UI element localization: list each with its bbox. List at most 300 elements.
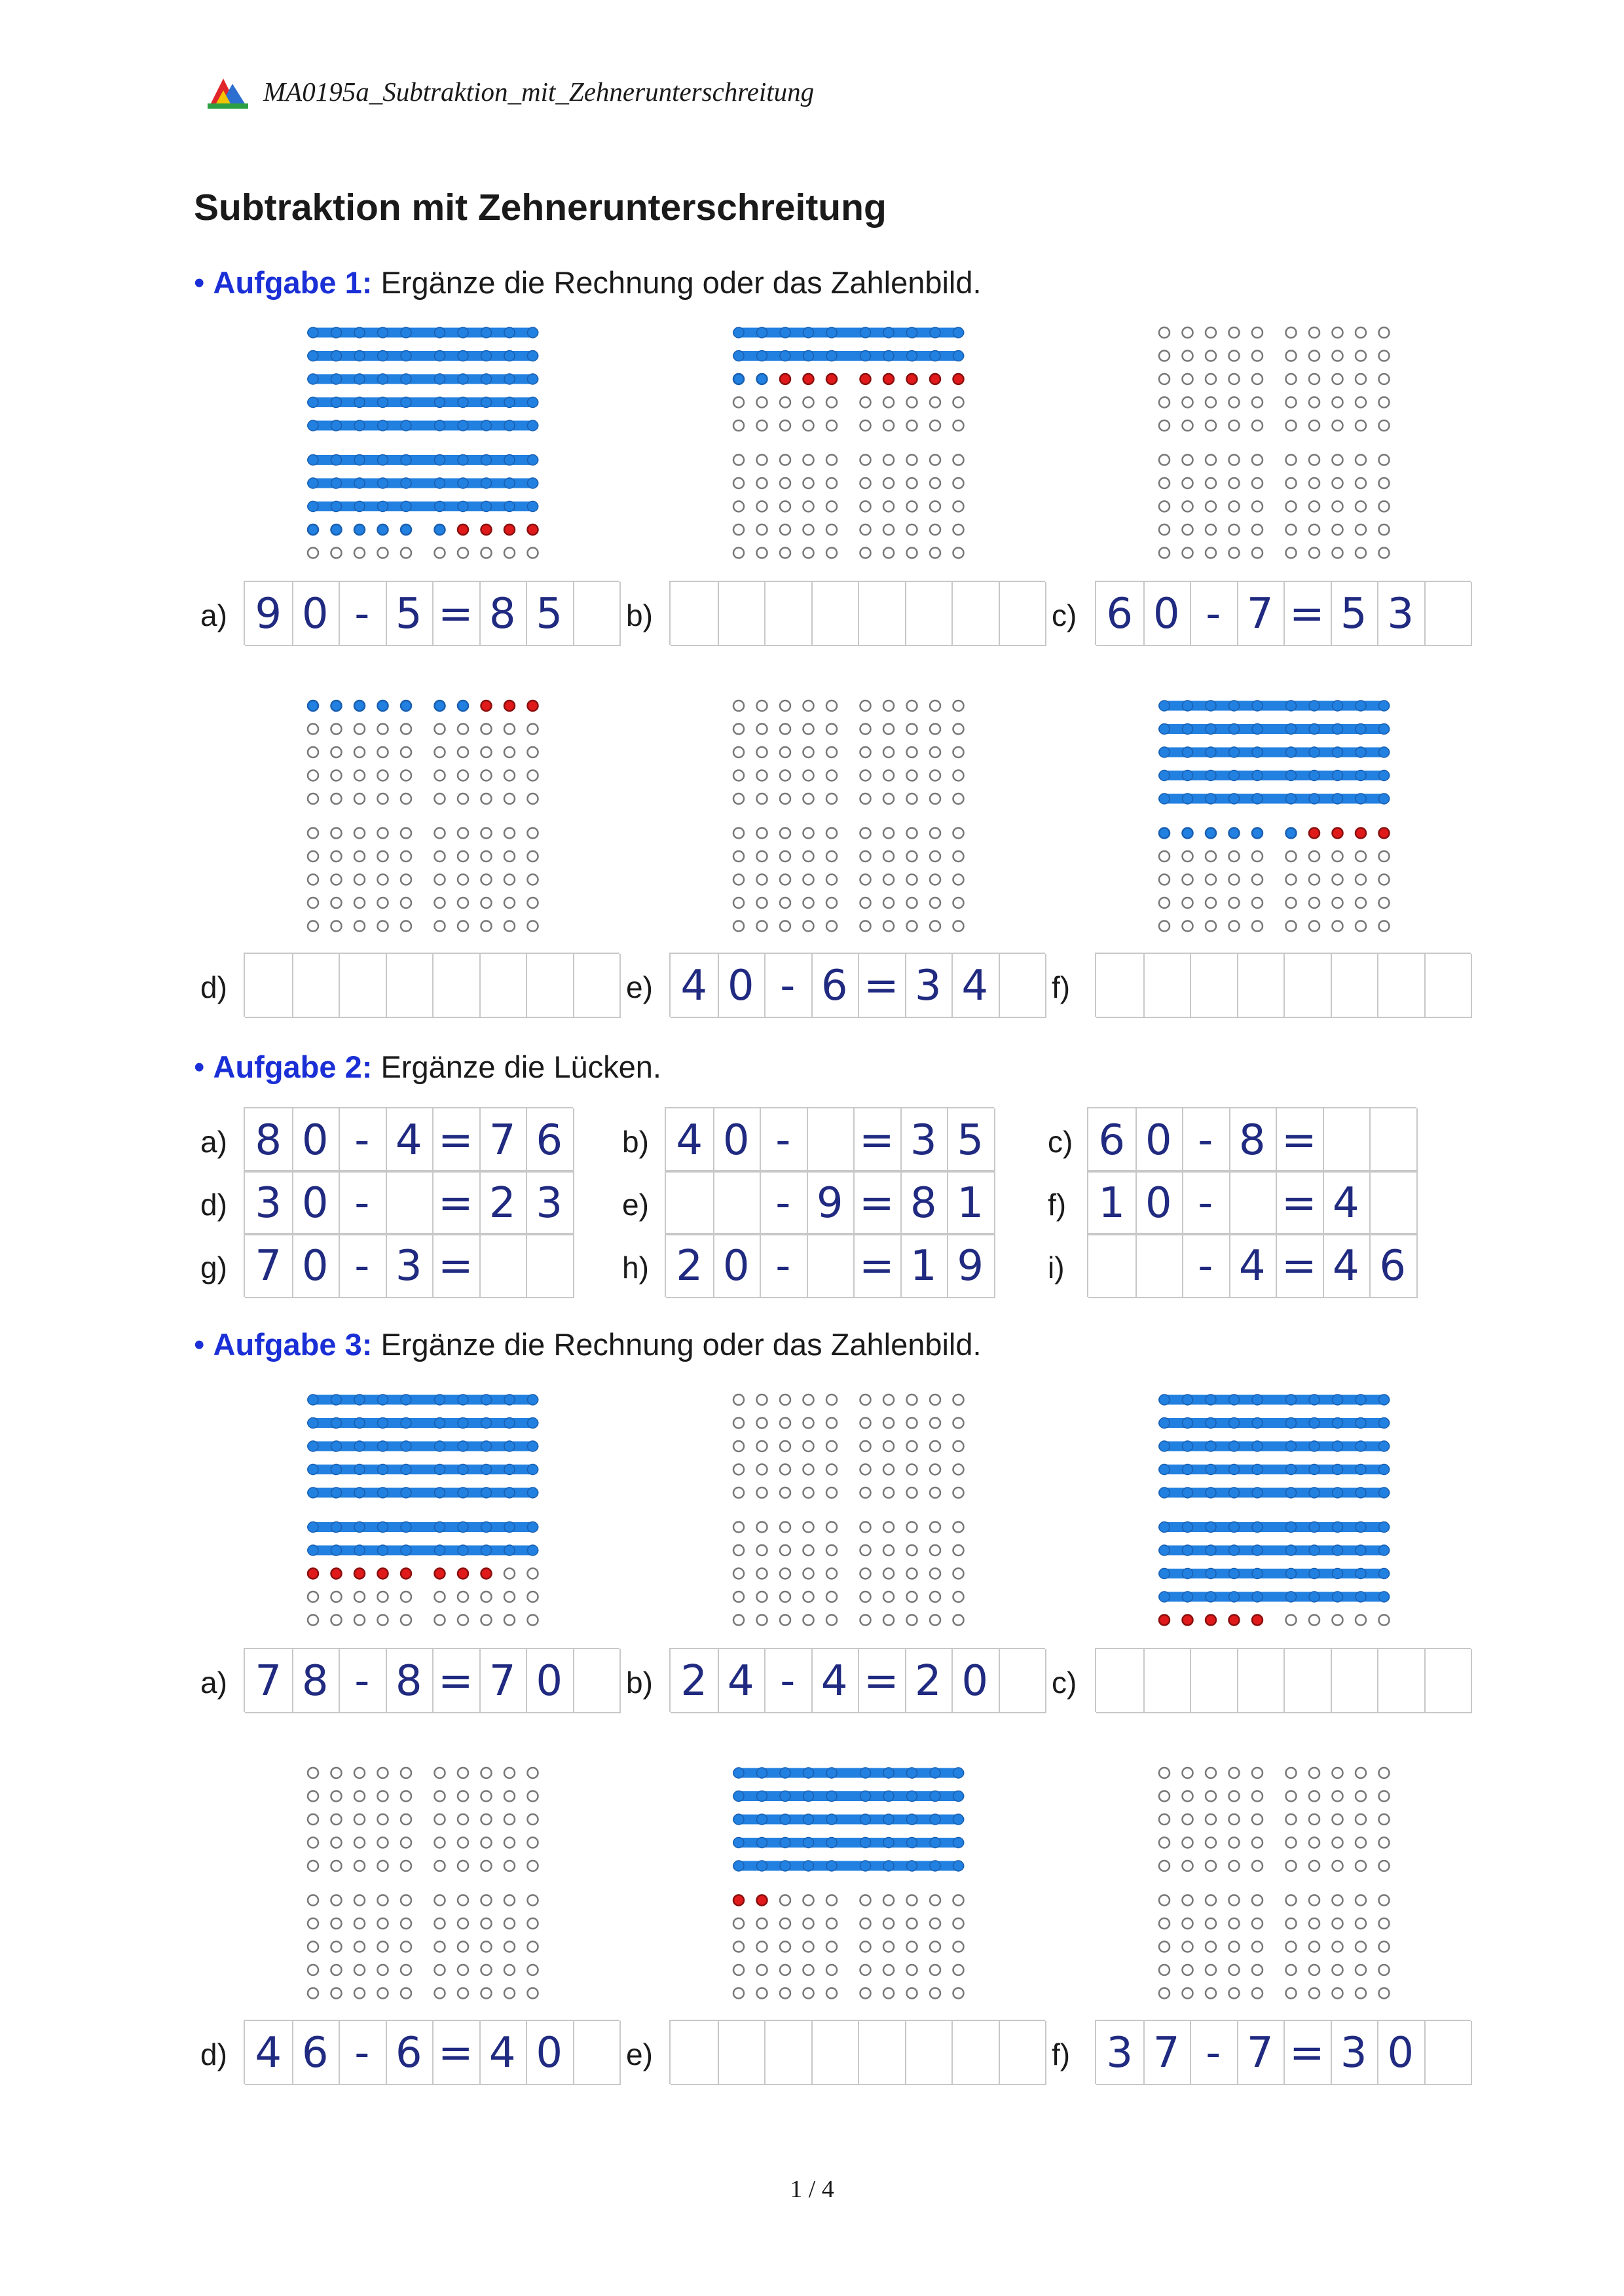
answer-cell[interactable] <box>1143 954 1192 1018</box>
bead-empty <box>883 851 894 862</box>
bead-empty <box>803 524 814 535</box>
bead-blue <box>1159 1592 1170 1602</box>
answer-cell[interactable] <box>245 1171 293 1235</box>
answer-cell[interactable] <box>1283 2021 1332 2085</box>
answer-cell[interactable] <box>339 1649 387 1713</box>
answer-cell[interactable] <box>905 582 953 646</box>
answer-cell[interactable] <box>432 2021 481 2085</box>
answer-cell[interactable] <box>432 1649 481 1713</box>
answer-cell[interactable] <box>1190 2021 1238 2085</box>
answer-cell[interactable] <box>671 1649 719 1713</box>
answer-cell[interactable] <box>339 1234 387 1298</box>
bead-empty <box>953 1487 964 1498</box>
answer-cell[interactable] <box>666 1171 714 1235</box>
answer-cell[interactable] <box>526 1171 574 1235</box>
bead-empty <box>826 397 837 408</box>
answer-cell[interactable] <box>526 1234 574 1298</box>
bead-empty <box>504 851 515 862</box>
answer-cell[interactable] <box>292 954 341 1018</box>
answer-cell[interactable] <box>1143 582 1192 646</box>
answer-cell[interactable] <box>432 1108 481 1173</box>
bead-empty <box>378 1791 388 1802</box>
problem-label: h) <box>622 1250 649 1285</box>
bead-blue <box>1286 747 1297 757</box>
bead-empty <box>1379 851 1390 862</box>
answer-cell[interactable] <box>999 582 1047 646</box>
cell-value: 8 <box>1238 1116 1266 1165</box>
answer-cell[interactable] <box>1331 2021 1379 2085</box>
answer-row <box>1095 953 1471 1017</box>
bead-red <box>458 1569 468 1579</box>
answer-cell[interactable] <box>858 2021 906 2085</box>
answer-cell[interactable] <box>1424 954 1473 1018</box>
answer-cell[interactable] <box>1237 2021 1285 2085</box>
answer-row <box>1095 581 1471 645</box>
answer-cell[interactable] <box>339 1171 387 1235</box>
bead-empty <box>757 501 767 512</box>
bead-blue <box>1229 1394 1240 1405</box>
bead-empty <box>907 1394 917 1405</box>
answer-cell[interactable] <box>292 1108 341 1173</box>
answer-cell[interactable] <box>1237 954 1285 1018</box>
bead-empty <box>1379 1615 1390 1626</box>
cell-value: 4 <box>821 1657 848 1705</box>
cell-value: 5 <box>395 590 422 638</box>
answer-cell[interactable] <box>245 1649 293 1713</box>
bead-empty <box>1159 397 1170 408</box>
answer-cell[interactable] <box>1190 582 1238 646</box>
answer-cell[interactable] <box>718 1649 766 1713</box>
answer-cell[interactable] <box>1424 2021 1473 2085</box>
answer-cell[interactable] <box>386 2021 434 2085</box>
answer-cell[interactable] <box>386 954 434 1018</box>
answer-cell[interactable] <box>858 582 906 646</box>
answer-cell[interactable] <box>760 1234 808 1298</box>
answer-cell[interactable] <box>479 1649 528 1713</box>
bead-empty <box>907 1487 917 1498</box>
answer-cell[interactable] <box>1323 1171 1371 1235</box>
bead-blue <box>1356 1441 1366 1451</box>
answer-row <box>665 1107 994 1171</box>
bead-blue <box>458 501 468 512</box>
answer-cell[interactable] <box>951 954 1000 1018</box>
bead-blue <box>1252 1394 1263 1405</box>
bead-blue <box>1309 1441 1320 1451</box>
answer-cell[interactable] <box>713 1108 762 1173</box>
answer-cell[interactable] <box>292 1234 341 1298</box>
answer-cell[interactable] <box>245 582 293 646</box>
bead-empty <box>458 747 468 757</box>
answer-cell[interactable] <box>951 582 1000 646</box>
answer-row <box>665 1233 994 1297</box>
answer-cell[interactable] <box>666 1108 714 1173</box>
answer-cell[interactable] <box>811 1649 860 1713</box>
answer-cell[interactable] <box>905 1649 953 1713</box>
answer-cell[interactable] <box>807 1234 855 1298</box>
answer-cell[interactable] <box>666 1234 714 1298</box>
answer-cell[interactable] <box>999 2021 1047 2085</box>
answer-cell[interactable] <box>1190 1649 1238 1713</box>
answer-cell[interactable] <box>1369 1171 1418 1235</box>
answer-cell[interactable] <box>292 2021 341 2085</box>
answer-cell[interactable] <box>339 2021 387 2085</box>
bead-empty <box>458 1895 468 1906</box>
bead-empty <box>1333 1768 1343 1778</box>
answer-cell[interactable] <box>853 1108 902 1173</box>
answer-cell[interactable] <box>526 1649 574 1713</box>
task-label: Aufgabe 1: <box>213 265 373 300</box>
cell-value: - <box>354 1179 370 1228</box>
bead-blue <box>1183 1441 1193 1451</box>
answer-cell[interactable] <box>432 954 481 1018</box>
bead-blue <box>308 455 318 465</box>
answer-cell[interactable] <box>1088 1234 1137 1298</box>
bead-empty <box>354 1791 365 1802</box>
answer-cell[interactable] <box>245 2021 293 2085</box>
answer-cell[interactable] <box>947 1108 995 1173</box>
answer-row <box>1087 1107 1416 1171</box>
answer-cell[interactable] <box>807 1171 855 1235</box>
answer-cell[interactable] <box>1143 1649 1192 1713</box>
answer-cell[interactable] <box>811 2021 860 2085</box>
answer-cell[interactable] <box>718 954 766 1018</box>
answer-cell[interactable] <box>526 582 574 646</box>
answer-cell[interactable] <box>292 582 341 646</box>
bead-empty <box>331 1838 342 1848</box>
bead-empty <box>1309 374 1320 384</box>
cell-value: 7 <box>255 1242 282 1290</box>
answer-cell[interactable] <box>853 1234 902 1298</box>
answer-cell[interactable] <box>858 1649 906 1713</box>
bead-empty <box>504 1861 515 1871</box>
answer-cell[interactable] <box>811 954 860 1018</box>
answer-cell[interactable] <box>245 954 293 1018</box>
answer-cell[interactable] <box>292 1171 341 1235</box>
cell-value: = <box>437 1242 473 1290</box>
bead-blue <box>354 701 365 711</box>
answer-cell[interactable] <box>1323 1234 1371 1298</box>
bead-blue <box>528 455 538 465</box>
answer-cell[interactable] <box>479 582 528 646</box>
answer-cell[interactable] <box>947 1171 995 1235</box>
answer-cell[interactable] <box>764 582 813 646</box>
bead-empty <box>378 828 388 839</box>
answer-cell[interactable] <box>1182 1171 1230 1235</box>
answer-cell[interactable] <box>432 1234 481 1298</box>
answer-cell[interactable] <box>1096 582 1145 646</box>
bead-blue <box>378 478 388 488</box>
problem-label: f) <box>1052 2037 1071 2071</box>
bead-empty <box>1229 524 1240 535</box>
answer-cell[interactable] <box>245 1234 293 1298</box>
answer-cell[interactable] <box>900 1234 949 1298</box>
bead-blue <box>1229 1418 1240 1429</box>
answer-cell[interactable] <box>1369 1234 1418 1298</box>
answer-cell[interactable] <box>1323 1108 1371 1173</box>
bead-blue <box>378 1394 388 1405</box>
bead-empty <box>481 875 492 885</box>
answer-cell[interactable] <box>245 1108 293 1173</box>
bead-empty <box>481 1838 492 1848</box>
answer-cell[interactable] <box>1377 2021 1426 2085</box>
bead-empty <box>504 1569 515 1579</box>
bead-empty <box>481 851 492 862</box>
bead-empty <box>1356 327 1366 338</box>
bead-empty <box>860 851 871 862</box>
bead-empty <box>803 501 814 512</box>
answer-cell[interactable] <box>853 1171 902 1235</box>
bead-field-task1-2 <box>1158 326 1407 562</box>
cell-value: 3 <box>914 962 942 1010</box>
answer-cell[interactable] <box>526 2021 574 2085</box>
answer-cell[interactable] <box>1229 1171 1278 1235</box>
cell-value: 7 <box>1246 2029 1274 2077</box>
bead-empty <box>1379 524 1390 535</box>
answer-cell[interactable] <box>900 1171 949 1235</box>
bead-blue <box>435 420 445 431</box>
answer-cell[interactable] <box>999 954 1047 1018</box>
answer-cell[interactable] <box>1331 582 1379 646</box>
answer-cell[interactable] <box>858 954 906 1018</box>
bead-empty <box>733 1418 744 1429</box>
bead-empty <box>757 1592 767 1602</box>
answer-cell[interactable] <box>718 2021 766 2085</box>
answer-cell[interactable] <box>760 1108 808 1173</box>
bead-blue <box>378 701 388 711</box>
answer-cell[interactable] <box>1096 1649 1145 1713</box>
bead-empty <box>1286 1942 1297 1952</box>
answer-cell[interactable] <box>1096 2021 1145 2085</box>
bead-blue <box>481 1394 492 1405</box>
bead-empty <box>883 1569 894 1579</box>
answer-cell[interactable] <box>1276 1108 1324 1173</box>
bead-empty <box>930 1394 940 1405</box>
bead-blue <box>1229 1465 1240 1475</box>
answer-cell[interactable] <box>386 1108 434 1173</box>
bead-red <box>481 524 492 535</box>
bead-empty <box>1333 1838 1343 1848</box>
problem-label: d) <box>200 970 227 1004</box>
answer-cell[interactable] <box>811 582 860 646</box>
bead-blue <box>528 1394 538 1405</box>
answer-cell[interactable] <box>479 2021 528 2085</box>
bead-empty <box>930 828 940 839</box>
bead-empty <box>1252 1918 1263 1929</box>
bead-empty <box>331 793 342 804</box>
answer-cell[interactable] <box>671 2021 719 2085</box>
answer-cell[interactable] <box>386 1234 434 1298</box>
bead-empty <box>953 771 964 781</box>
bead-empty <box>883 1522 894 1533</box>
bead-empty <box>860 1545 871 1556</box>
answer-cell[interactable] <box>1229 1234 1278 1298</box>
bead-field-task3-0 <box>306 1393 555 1629</box>
answer-cell[interactable] <box>999 1649 1047 1713</box>
task-3-heading <box>194 1326 982 1362</box>
answer-cell[interactable] <box>1276 1171 1324 1235</box>
answer-cell[interactable] <box>1377 582 1426 646</box>
bead-empty <box>780 1569 790 1579</box>
bead-blue <box>528 397 538 408</box>
bead-blue <box>354 1465 365 1475</box>
answer-cell[interactable] <box>1135 1171 1184 1235</box>
bead-empty <box>883 1465 894 1475</box>
answer-cell[interactable] <box>1377 954 1426 1018</box>
answer-cell[interactable] <box>526 954 574 1018</box>
answer-cell[interactable] <box>1096 954 1145 1018</box>
answer-cell[interactable] <box>573 582 621 646</box>
bead-empty <box>331 1942 342 1952</box>
cell-value: = <box>1289 590 1325 638</box>
bead-empty <box>930 875 940 885</box>
bead-blue <box>354 1441 365 1451</box>
bead-empty <box>1333 1965 1343 1975</box>
answer-cell[interactable] <box>339 954 387 1018</box>
answer-cell[interactable] <box>1283 582 1332 646</box>
answer-cell[interactable] <box>905 2021 953 2085</box>
bead-blue <box>354 524 365 535</box>
answer-cell[interactable] <box>1182 1108 1230 1173</box>
bead-empty <box>757 1441 767 1451</box>
bead-empty <box>757 1569 767 1579</box>
cell-value: - <box>775 1179 791 1228</box>
cell-value: = <box>863 962 899 1010</box>
answer-cell[interactable] <box>1182 1234 1230 1298</box>
answer-cell[interactable] <box>807 1108 855 1173</box>
answer-cell[interactable] <box>764 954 813 1018</box>
answer-cell[interactable] <box>671 954 719 1018</box>
bead-empty <box>757 701 767 711</box>
problem-label: b) <box>626 598 653 632</box>
bead-empty <box>458 921 468 932</box>
bead-blue <box>930 1791 940 1802</box>
bead-blue <box>435 1418 445 1429</box>
answer-cell[interactable] <box>1331 954 1379 1018</box>
bead-blue <box>528 478 538 488</box>
bead-blue <box>354 1394 365 1405</box>
bead-blue <box>401 1418 411 1429</box>
bead-empty <box>826 921 837 932</box>
answer-cell[interactable] <box>951 2021 1000 2085</box>
answer-cell[interactable] <box>1143 2021 1192 2085</box>
answer-cell[interactable] <box>479 1171 528 1235</box>
bead-empty <box>481 724 492 735</box>
answer-cell[interactable] <box>526 1108 574 1173</box>
answer-cell[interactable] <box>386 1171 434 1235</box>
cell-value: - <box>775 1242 791 1290</box>
answer-cell[interactable] <box>760 1171 808 1235</box>
answer-cell[interactable] <box>432 1171 481 1235</box>
bead-blue <box>504 1441 515 1451</box>
answer-cell[interactable] <box>764 1649 813 1713</box>
answer-cell[interactable] <box>1088 1108 1137 1173</box>
bead-blue <box>860 1861 871 1871</box>
bead-blue <box>401 524 411 535</box>
bead-empty <box>528 1791 538 1802</box>
answer-cell[interactable] <box>1283 1649 1332 1713</box>
answer-cell[interactable] <box>573 2021 621 2085</box>
bead-empty <box>930 1487 940 1498</box>
problem-label: g) <box>200 1250 227 1285</box>
bead-empty <box>435 793 445 804</box>
answer-cell[interactable] <box>1424 582 1473 646</box>
answer-cell[interactable] <box>947 1234 995 1298</box>
bead-empty <box>733 1965 744 1975</box>
answer-cell[interactable] <box>713 1171 762 1235</box>
bead-empty <box>1252 501 1263 512</box>
cell-value: = <box>858 1116 895 1165</box>
answer-cell[interactable] <box>479 1108 528 1173</box>
bead-red <box>1356 828 1366 839</box>
bead-empty <box>458 898 468 908</box>
bead-empty <box>458 875 468 885</box>
answer-cell[interactable] <box>479 954 528 1018</box>
bead-blue <box>1183 747 1193 757</box>
answer-cell[interactable] <box>1377 1649 1426 1713</box>
answer-cell[interactable] <box>764 2021 813 2085</box>
answer-cell[interactable] <box>339 582 387 646</box>
bead-empty <box>1183 351 1193 361</box>
bead-empty <box>1252 1861 1263 1871</box>
bead-empty <box>930 1418 940 1429</box>
bead-blue <box>1252 1465 1263 1475</box>
answer-cell[interactable] <box>432 582 481 646</box>
answer-cell[interactable] <box>339 1108 387 1173</box>
bead-empty <box>1252 1895 1263 1906</box>
answer-cell[interactable] <box>900 1108 949 1173</box>
answer-cell[interactable] <box>1424 1649 1473 1713</box>
answer-cell[interactable] <box>1369 1108 1418 1173</box>
bead-blue <box>907 1814 917 1825</box>
bead-empty <box>1286 420 1297 431</box>
answer-cell[interactable] <box>671 582 719 646</box>
bead-empty <box>930 548 940 558</box>
bead-empty <box>907 701 917 711</box>
answer-cell[interactable] <box>713 1234 762 1298</box>
bead-blue <box>401 455 411 465</box>
answer-cell[interactable] <box>386 1649 434 1713</box>
answer-cell[interactable] <box>479 1234 528 1298</box>
answer-cell[interactable] <box>718 582 766 646</box>
answer-cell[interactable] <box>951 1649 1000 1713</box>
bead-empty <box>1333 898 1343 908</box>
bead-empty <box>1206 1814 1216 1825</box>
answer-cell[interactable] <box>1135 1234 1184 1298</box>
answer-cell[interactable] <box>1283 954 1332 1018</box>
answer-cell[interactable] <box>573 954 621 1018</box>
answer-cell[interactable] <box>1190 954 1238 1018</box>
answer-cell[interactable] <box>1229 1108 1278 1173</box>
answer-cell[interactable] <box>1237 582 1285 646</box>
answer-cell[interactable] <box>573 1649 621 1713</box>
answer-cell[interactable] <box>1331 1649 1379 1713</box>
answer-cell[interactable] <box>1088 1171 1137 1235</box>
bead-empty <box>1229 1814 1240 1825</box>
answer-cell[interactable] <box>386 582 434 646</box>
bead-blue <box>1286 1487 1297 1498</box>
answer-cell[interactable] <box>292 1649 341 1713</box>
bead-empty <box>354 724 365 735</box>
answer-cell[interactable] <box>1237 1649 1285 1713</box>
bead-empty <box>401 1838 411 1848</box>
bead-blue <box>1252 828 1263 839</box>
answer-cell[interactable] <box>905 954 953 1018</box>
bead-blue <box>401 501 411 512</box>
answer-cell[interactable] <box>1276 1234 1324 1298</box>
answer-cell[interactable] <box>1135 1108 1184 1173</box>
problem-label: b) <box>622 1125 649 1159</box>
bead-blue <box>528 1545 538 1556</box>
